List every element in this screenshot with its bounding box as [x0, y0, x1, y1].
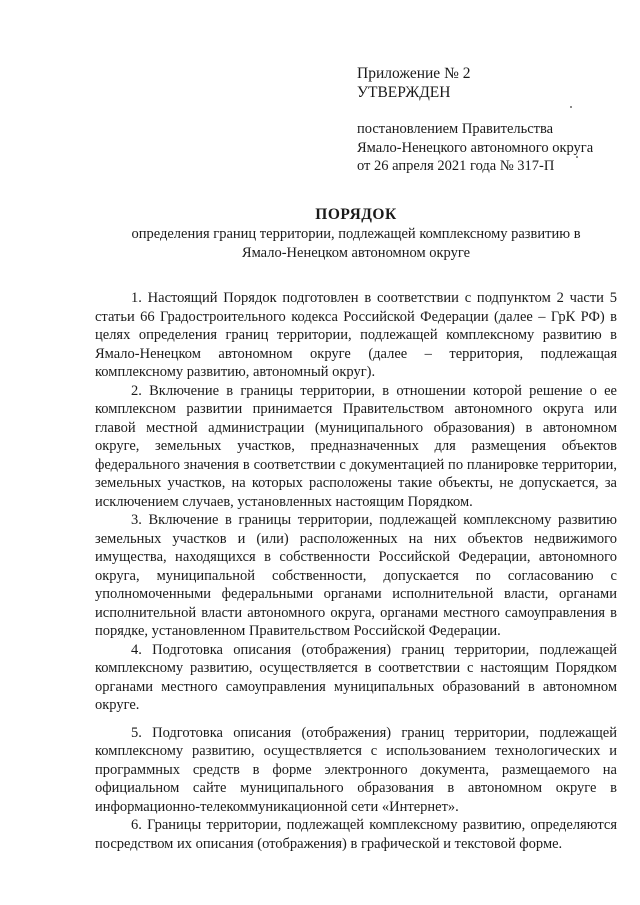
- scan-speck: [570, 106, 572, 108]
- paragraph-4: 4. Подготовка описания (отображения) границ территории, подлежащей комплексному развитию, осуществляется в соответствии с настоящим Порядком органами местного самоуправления муниципальных образований в автономном округе.: [95, 641, 617, 713]
- approval-line-1: постановлением Правительства: [357, 121, 554, 137]
- approved-label: УТВЕРЖДЕН: [357, 84, 451, 101]
- approval-reference: [357, 120, 593, 176]
- document-subtitle-line-2: Ямало-Ненецком автономном округе: [241, 245, 471, 261]
- paragraph-2: 2. Включение в границы территории, в отношении которой решение о ее комплексном развитии принимается Правительством автономного округа или главой местной администрации (муниципального образования) в автономном округе, земельных участков, предназначенных для размещения объектов федерального значения в соответствии с документацией по планировке территории, земельных участков, на которых расположены такие объекты, не допускается, за исключением случаев, установленных настоящим Порядком.: [95, 382, 617, 510]
- appendix-header: [357, 64, 470, 102]
- approval-line-2: Ямало-Ненецкого автономного округа: [357, 139, 594, 156]
- paragraph-6: 6. Границы территории, подлежащей комплексному развитию, определяются посредством их описания (отображения) в графической и текстовой форме.: [95, 817, 617, 852]
- paragraph-5: 5. Подготовка описания (отображения) границ территории, подлежащей комплексному развитию, осуществляется с использованием технологических и программных средств в форме электронного документа, размещаемого на официальном сайте муниципального образования в автономном округе в информационно-телекоммуникационной сети «Интернет».: [95, 724, 617, 815]
- document-title: ПОРЯДОК: [315, 206, 397, 223]
- approval-line-3: от 26 апреля 2021 года № 317-П: [357, 158, 555, 174]
- document-subtitle-line-1: определения границ территории, подлежащей комплексному развитию в: [131, 226, 581, 242]
- appendix-number: Приложение № 2: [357, 65, 471, 82]
- paragraph-1: 1. Настоящий Порядок подготовлен в соответствии с подпунктом 2 части 5 статьи 66 Градостроительного кодекса Российской Федерации (далее – ГрК РФ) в целях определения границ территории, подлежащей комплексному развитию в Ямало-Ненецком автономном округе (далее – территория, подлежащая комплексному развитию, автономный округ).: [95, 290, 617, 380]
- paragraph-3: 3. Включение в границы территории, подлежащей комплексному развитию земельных участков и (или) расположенных на них объектов недвижимого имущества, находящихся в собственности Российской Федерации, автономного округа, муниципальной собственности, допускается по согласованию с уполномоченными федеральными органами исполнительной власти, органами исполнительной власти автономного округа, органами местного самоуправления в порядке, установленном Правительством Российской Федерации.: [95, 512, 617, 639]
- scan-speck: [576, 156, 578, 158]
- document-body: [95, 289, 617, 853]
- document-title-block: [96, 205, 616, 263]
